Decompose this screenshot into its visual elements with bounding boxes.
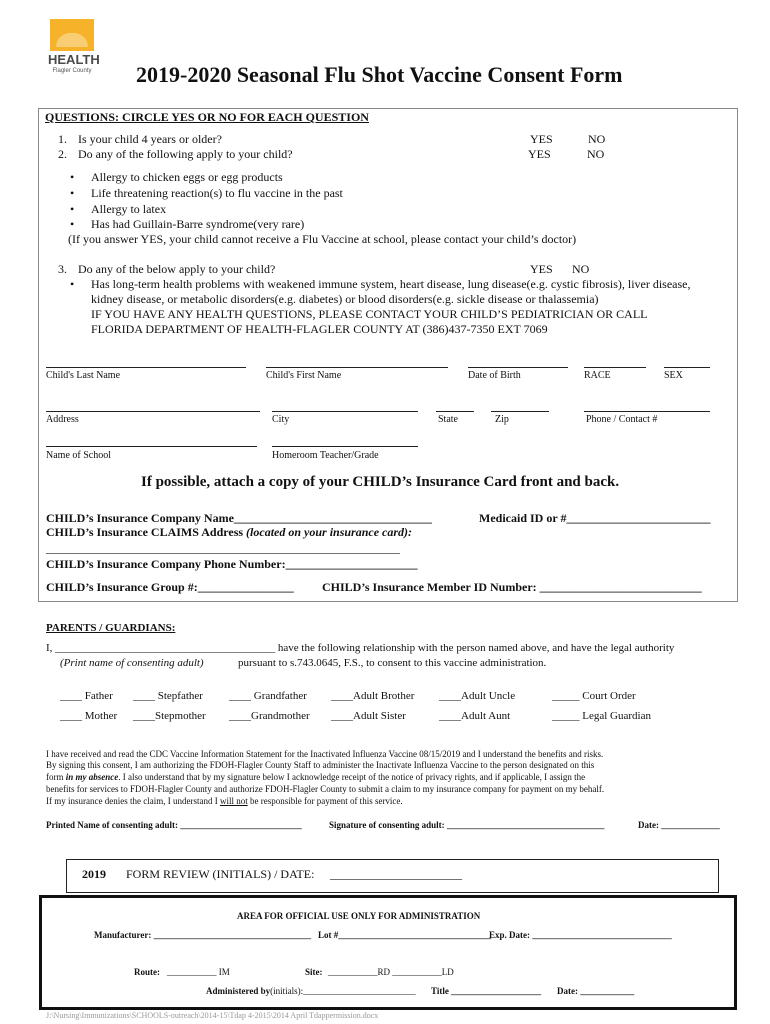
q2-text: Do any of the following apply to your child? [78, 147, 293, 161]
relation-adult-aunt[interactable]: ____Adult Aunt [439, 710, 511, 722]
dob-line[interactable] [468, 367, 568, 368]
relation-court-order[interactable]: _____ Court Order [552, 690, 636, 702]
logo-word: HEALTH [48, 52, 100, 67]
last-name-line[interactable] [46, 367, 246, 368]
consent-text: . I also understand that by my signature below I acknowledge receipt of the notice of privacy rights, and if applicable, I assign the [118, 772, 586, 782]
relation-mother[interactable]: ____ Mother [60, 710, 118, 722]
q3-line: Has long-term health problems with weakened immune system, heart disease, lung disease(e.g. cystic fibrosis), liver disease, [91, 277, 691, 291]
address-line[interactable] [46, 411, 260, 412]
q2-yes[interactable]: YES [528, 147, 551, 161]
relation-adult-uncle[interactable]: ____Adult Uncle [439, 690, 516, 702]
review-label: FORM REVIEW (INITIALS) / DATE: [126, 867, 315, 881]
claims-address-note: (located on your insurance card): [246, 525, 413, 539]
race-line[interactable] [584, 367, 646, 368]
q3-num: 3. [58, 262, 67, 276]
site-field[interactable]: ___________RD ___________LD [328, 967, 454, 977]
teacher-line[interactable] [272, 446, 418, 447]
q1-no[interactable]: NO [588, 132, 606, 146]
insurance-phone[interactable]: CHILD’s Insurance Company Phone Number:______________________ [46, 557, 418, 571]
lot-field[interactable]: Lot #__________________________________ [318, 930, 492, 940]
q3-yes[interactable]: YES [530, 262, 553, 276]
bullet-icon: • [70, 170, 75, 184]
q1-num: 1. [58, 132, 67, 146]
label-phone: Phone / Contact # [586, 414, 658, 425]
q3-no[interactable]: NO [572, 262, 590, 276]
relation-legal-guardian[interactable]: _____ Legal Guardian [552, 710, 651, 722]
label-zip: Zip [495, 414, 509, 425]
medicaid-id[interactable]: Medicaid ID or #________________________ [479, 511, 711, 525]
q3-text: Do any of the below apply to your child? [78, 262, 276, 276]
page-title: 2019-2020 Seasonal Flu Shot Vaccine Consent Form [136, 62, 623, 87]
phone-line[interactable] [584, 411, 710, 412]
label-school: Name of School [46, 450, 111, 461]
bullet-icon: • [70, 217, 75, 231]
city-line[interactable] [272, 411, 418, 412]
consent-text: If my insurance denies the claim, I understand I [46, 796, 220, 806]
signature-date-field[interactable]: Date: _____________ [638, 820, 720, 830]
administered-by-field[interactable] [206, 986, 416, 996]
consent-line [46, 772, 585, 782]
pursuant-text: pursuant to s.743.0645, F.S., to consent to this vaccine administration. [238, 657, 547, 669]
consent-underlined: will not [219, 796, 248, 806]
consent-line: I have received and read the CDC Vaccine Information Statement for the Inactivated Influenza Vaccine 08/15/2019 and I understand the benefits and risks. [46, 749, 604, 759]
insurance-attach-note: If possible, attach a copy of your CHILD’s Insurance Card front and back. [141, 474, 620, 490]
relation-grandfather[interactable]: ____ Grandfather [229, 690, 307, 702]
state-line[interactable] [436, 411, 474, 412]
questions-header: QUESTIONS: CIRCLE YES OR NO FOR EACH QUESTION [45, 110, 369, 124]
q2-num: 2. [58, 147, 67, 161]
footer-path: J:\Nursing\Immunizations\SCHOOLS-outreach\2014-15\Tdap 4-2015\2014 April Tdappermission.docx [46, 1011, 379, 1020]
insurance-member-id[interactable]: CHILD’s Insurance Member ID Number: ___________________________ [322, 580, 702, 594]
claims-address-label: CHILD’s Insurance CLAIMS Address [46, 525, 244, 539]
logo-subtitle: Flagler County [52, 68, 92, 74]
signature-field[interactable]: Signature of consenting adult: ___________________________________ [329, 820, 605, 830]
claims-address-line[interactable]: ___________________________________________________________ [46, 541, 400, 555]
relation-grandmother[interactable]: ____Grandmother [229, 710, 310, 722]
consent-text: be responsible for payment of this service. [247, 796, 403, 806]
review-year: 2019 [82, 867, 106, 881]
q2-item: Has had Guillain-Barre syndrome(very rare) [91, 217, 305, 231]
bullet-icon: • [70, 186, 75, 200]
label-address: Address [46, 414, 79, 425]
administered-blank: _________________________ [303, 986, 416, 996]
q3-line: kidney disease, or metabolic disorders(e.g. diabetes) or blood disorders(e.g. sickle disease or thalassemia) [91, 292, 599, 306]
q3-line: IF YOU HAVE ANY HEALTH QUESTIONS, PLEASE CONTACT YOUR CHILD’S PEDIATRICIAN OR CALL [91, 307, 648, 321]
print-name-caption: (Print name of consenting adult) [60, 657, 204, 669]
exp-date-field[interactable]: Exp. Date: _______________________________ [489, 930, 672, 940]
consent-line: By signing this consent, I am authorizing the FDOH-Flagler County Staff to administer the Inactivate Influenza Vaccine to the person designated on this [46, 760, 595, 770]
manufacturer-field[interactable]: Manufacturer: ___________________________________ [94, 930, 312, 940]
sun-icon [50, 19, 94, 51]
official-header: AREA FOR OFFICIAL USE ONLY FOR ADMINISTRATION [237, 911, 481, 921]
first-name-line[interactable] [266, 367, 448, 368]
q2-note: (If you answer YES, your child cannot receive a Flu Vaccine at school, please contact your child’s doctor) [68, 232, 577, 246]
insurance-company-name[interactable]: CHILD’s Insurance Company Name_________________________________ [46, 511, 432, 525]
consent-emphasis: in my absence [65, 772, 119, 782]
label-dob: Date of Birth [468, 370, 521, 381]
review-initials-date[interactable]: ______________________ [330, 867, 462, 881]
official-title-field[interactable]: Title ____________________ [431, 986, 542, 996]
school-line[interactable] [46, 446, 257, 447]
label-teacher: Homeroom Teacher/Grade [272, 450, 379, 461]
route-field[interactable]: ___________ IM [167, 967, 230, 977]
label-last-name: Child's Last Name [46, 370, 121, 381]
route-label: Route: [134, 967, 160, 977]
relation-adult-brother[interactable]: ____Adult Brother [331, 690, 415, 702]
claims-address[interactable] [46, 525, 412, 540]
logo [48, 19, 100, 83]
q1-yes[interactable]: YES [530, 132, 553, 146]
administered-initials: (initials): [270, 986, 304, 996]
relation-stepmother[interactable]: ____Stepmother [133, 710, 206, 722]
sex-line[interactable] [664, 367, 710, 368]
label-race: RACE [584, 370, 611, 381]
label-sex: SEX [664, 370, 683, 381]
parents-header: PARENTS / GUARDIANS: [46, 622, 176, 634]
consent-text: form [46, 772, 66, 782]
q1-text: Is your child 4 years or older? [78, 132, 222, 146]
consent-line: benefits for services to FDOH-Flagler County and authorize FDOH-Flagler County to submit a claim to my insurance company for payment on my behalf. [46, 784, 605, 794]
zip-line[interactable] [491, 411, 549, 412]
relation-father[interactable]: ____ Father [60, 690, 113, 702]
parents-line1[interactable]: I, ________________________________________ have the following relationship with the person named above, and have the legal authority [46, 642, 675, 654]
q2-no[interactable]: NO [587, 147, 605, 161]
relation-stepfather[interactable]: ____ Stepfather [133, 690, 203, 702]
official-date-field[interactable]: Date: ____________ [557, 986, 635, 996]
administered-label: Administered by [206, 986, 271, 996]
consent-line [46, 796, 403, 806]
q3-line: FLORIDA DEPARTMENT OF HEALTH-FLAGLER COUNTY AT (386)437-7350 EXT 7069 [91, 322, 548, 336]
label-city: City [272, 414, 290, 425]
q2-item: Allergy to chicken eggs or egg products [91, 170, 283, 184]
label-state: State [438, 414, 458, 425]
site-label: Site: [305, 967, 323, 977]
bullet-icon: • [70, 202, 75, 216]
printed-name-field[interactable]: Printed Name of consenting adult: ___________________________ [46, 820, 302, 830]
q2-item: Life threatening reaction(s) to flu vaccine in the past [91, 186, 343, 200]
q2-item: Allergy to latex [91, 202, 167, 216]
relation-adult-sister[interactable]: ____Adult Sister [331, 710, 406, 722]
insurance-group[interactable]: CHILD’s Insurance Group #:________________ [46, 580, 294, 594]
bullet-icon: • [70, 277, 75, 291]
label-first-name: Child's First Name [266, 370, 342, 381]
